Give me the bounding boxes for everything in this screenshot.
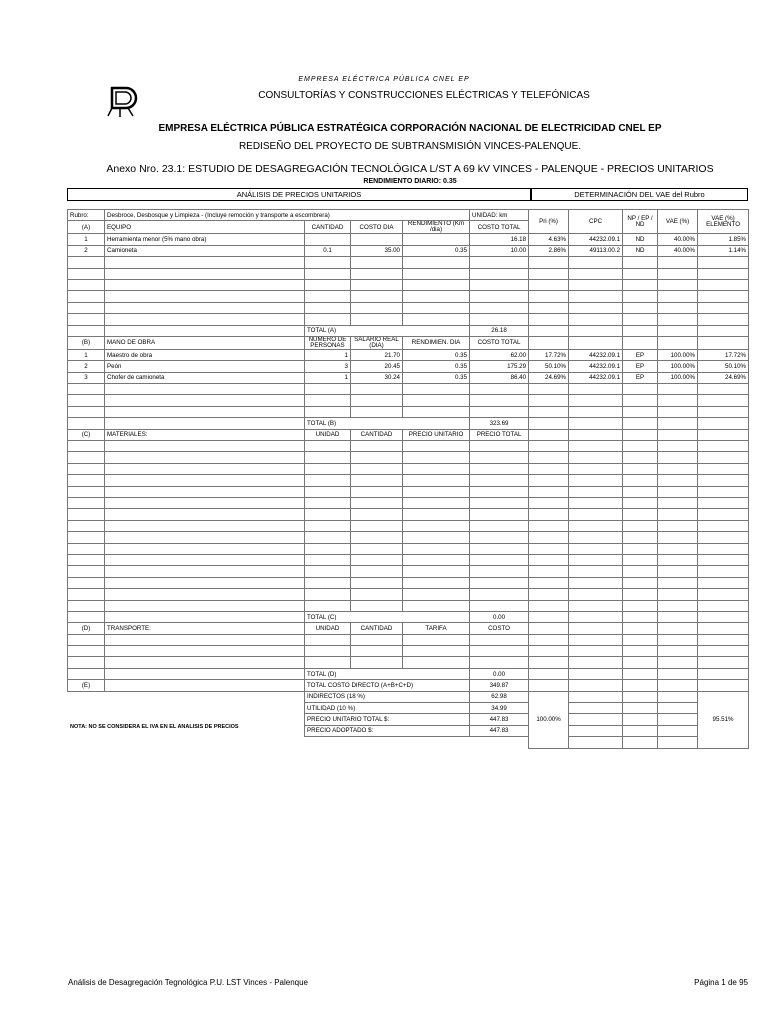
mano-code: (B) — [68, 336, 105, 349]
rubro-text: Desbroce, Desbosque y Limpieza - (Incluye remoción y transporte a escombrera) — [105, 210, 470, 221]
total-a-row — [68, 325, 749, 336]
table-row: 3 Chofer de camioneta 1 30.24 0.35 86.40 24.69% 44232.09.1 EP 100.00% 24.69% — [68, 372, 749, 383]
resumen-code: (E) — [68, 680, 105, 691]
mano-title: MANO DE OBRA — [105, 336, 305, 349]
utilidad-label: UTILIDAD (10 %) — [305, 703, 470, 714]
total-c-value: 0.00 — [470, 611, 529, 622]
transporte-unidad-header: UNIDAD — [305, 623, 351, 634]
table-row: 2 Camioneta 0.1 35.00 0.35 10.00 2.86% 49113.00.2 ND 40.00% 1.14% — [68, 245, 749, 256]
rubro-label: Rubro: — [68, 210, 105, 221]
band-vae: DETERMINACIÓN DEL VAE del Rubro — [531, 188, 748, 201]
annex-title: Anexo Nro. 23.1: ESTUDIO DE DESAGREGACIÓN TECNOLÓGICA L/ST A 69 kV VINCES - PALENQUE - PRECIOS UNITARIOS — [106, 163, 714, 175]
np-header: NP / EP / ND — [623, 210, 658, 234]
mano-rend-header: RENDIMIEN. DIA — [403, 336, 470, 349]
price-analysis-table — [67, 209, 749, 749]
cpc-header: CPC — [569, 210, 623, 234]
equipo-cantidad-header: CANTIDAD — [305, 221, 351, 234]
header-top-line: EMPRESA ELÉCTRICA PÚBLICA CNEL EP — [298, 76, 470, 83]
equipo-rend-header: RENDIMIENTO (Km /dia) — [403, 221, 470, 234]
rendimiento-diario: RENDIMIENTO DIARIO: 0.35 — [363, 178, 457, 185]
vae-header: VAE (%) — [658, 210, 698, 234]
precio-adoptado-label: PRECIO ADOPTADO $: — [305, 725, 470, 736]
equipo-empty-rows — [68, 257, 749, 325]
materiales-cantidad-header: CANTIDAD — [351, 429, 403, 440]
indirectos-row — [68, 691, 749, 702]
client-name: EMPRESA ELÉCTRICA PÚBLICA ESTRATÉGICA CORPORACIÓN NACIONAL DE ELECTRICIDAD CNEL EP — [158, 123, 662, 134]
company-logo-icon — [106, 84, 138, 118]
mano-total-header: COSTO TOTAL — [470, 336, 529, 349]
utilidad-row — [68, 703, 749, 714]
precio-total-label: PRECIO UNITARIO TOTAL $: — [305, 714, 470, 725]
mano-salario-header: SALARIO REAL (DIA) — [351, 336, 403, 349]
materiales-precio-header: PRECIO UNITARIO — [403, 429, 470, 440]
vae-elemento-header: VAE (%) ELEMENTO — [698, 210, 749, 234]
total-d-label: TOTAL (D) — [305, 668, 470, 679]
mano-empty-rows — [68, 384, 749, 418]
rubro-unidad: UNIDAD: km — [470, 210, 529, 221]
mano-num-header: NUMERO DE PERSONAS — [305, 336, 351, 349]
table-row: 1 Maestro de obra 1 21.70 0.35 62.00 17.72% 44232.09.1 EP 100.00% 17.72% — [68, 349, 749, 360]
transporte-header-row — [68, 623, 749, 634]
mano-header-row — [68, 336, 749, 349]
indirectos-value: 62.98 — [470, 691, 529, 702]
nota-iva: NOTA: NO SE CONSIDERA EL IVA EN EL ANALISIS DE PRECIOS — [70, 724, 239, 730]
total-c-row — [68, 611, 749, 622]
table-row: 1 Herramienta menor (5% mano obra) 16.18 4.63% 44232.09.1 ND 40.00% 1.85% — [68, 234, 749, 245]
page-number: Página 1 de 95 — [694, 978, 748, 987]
transporte-tarifa-header: TARIFA — [403, 623, 470, 634]
total-b-label: TOTAL (B) — [305, 418, 470, 429]
materiales-empty-rows — [68, 441, 749, 612]
materiales-total-header: PRECIO TOTAL — [470, 429, 529, 440]
total-b-row — [68, 418, 749, 429]
band-analisis: ANÁLISIS DE PRECIOS UNITARIOS — [67, 188, 531, 201]
vae-total: 95.51% — [698, 691, 749, 748]
materiales-code: (C) — [68, 429, 105, 440]
total-a-value: 26.18 — [470, 325, 529, 336]
transporte-costo-header: COSTO — [470, 623, 529, 634]
materiales-title: MATERIALES: — [105, 429, 305, 440]
equipo-costo-header: COSTO DIA — [351, 221, 403, 234]
transporte-title: TRANSPORTE: — [105, 623, 305, 634]
total-d-row — [68, 668, 749, 679]
summary-spacer-row — [68, 737, 749, 748]
total-a-label: TOTAL (A) — [305, 325, 470, 336]
total-d-value: 0.00 — [470, 668, 529, 679]
equipo-title: EQUIPO — [105, 221, 305, 234]
table-row: 2 Peón 3 20.45 0.35 175.29 50.10% 44232.09.1 EP 100.00% 50.10% — [68, 361, 749, 372]
costo-directo-label: TOTAL COSTO DIRECTO (A+B+C+D) — [305, 680, 470, 691]
company-name: CONSULTORÍAS Y CONSTRUCCIONES ELÉCTRICAS Y TELEFÓNICAS — [258, 90, 590, 101]
equipo-code: (A) — [68, 221, 105, 234]
pri-header: Pri (%) — [529, 210, 569, 234]
project-title: REDISEÑO DEL PROYECTO DE SUBTRANSMISIÓN VINCES-PALENQUE. — [238, 141, 582, 152]
transporte-code: (D) — [68, 623, 105, 634]
transporte-cantidad-header: CANTIDAD — [351, 623, 403, 634]
utilidad-value: 34.99 — [470, 703, 529, 714]
total-c-label: TOTAL (C) — [305, 611, 470, 622]
rubro-row — [68, 210, 749, 221]
materiales-unidad-header: UNIDAD — [305, 429, 351, 440]
pri-total: 100.00% — [529, 691, 569, 748]
costo-directo-row — [68, 680, 749, 691]
indirectos-label: INDIRECTOS (18 %) — [305, 691, 470, 702]
precio-total-value: 447.83 — [470, 714, 529, 725]
equipo-total-header: COSTO TOTAL — [470, 221, 529, 234]
materiales-header-row — [68, 429, 749, 440]
costo-directo-value: 349.87 — [470, 680, 529, 691]
footer-title: Análisis de Desagregación Tegnológica P.U. LST Vinces - Palenque — [68, 978, 309, 987]
total-b-value: 323.69 — [470, 418, 529, 429]
transporte-empty-rows — [68, 634, 749, 668]
precio-adoptado-value: 447.83 — [470, 725, 529, 736]
